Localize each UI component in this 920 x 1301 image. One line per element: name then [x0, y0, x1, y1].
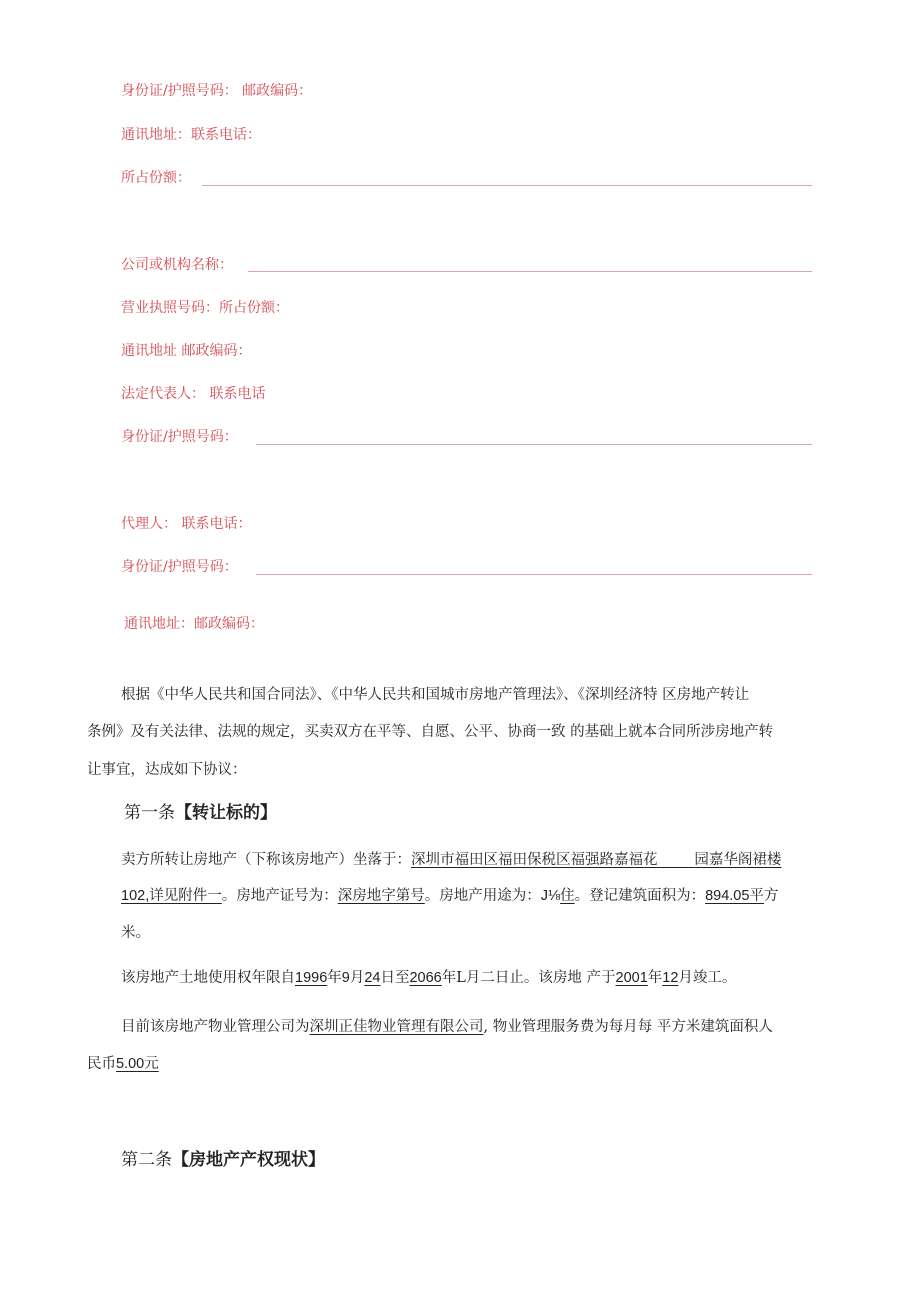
term-intro: 该房地产土地使用权年限自	[121, 970, 295, 986]
agent-id-label: 身份证/护照号码：	[121, 559, 238, 575]
location-gap	[658, 852, 695, 868]
preamble-line-2: 条例》及有关法律、法规的规定，买卖双方在平等、自愿、公平、协商一致 的基础上就本合同所涉房地产转	[87, 724, 774, 740]
mgmt-fee-value: 5.00元	[116, 1056, 159, 1072]
article-1-heading	[124, 802, 277, 824]
completion-month: 12	[662, 970, 679, 986]
article-1-p1-line-2	[121, 886, 778, 906]
article-2-title: 【房地产产权现状】	[172, 1150, 325, 1170]
area-unit-tail: 方	[763, 888, 779, 904]
article-1-p1-line-1	[121, 850, 781, 870]
article-1-p2	[121, 968, 736, 988]
agent-name-phone-label: 代理人： 联系电话：	[121, 516, 252, 532]
term-end-year: 2066	[409, 970, 442, 986]
location-part-c: 102,详见附件一	[121, 888, 222, 904]
mgmt-company: 深圳正佳物业管理有限公司	[309, 1019, 484, 1035]
article-1-p1-line-3: 米。	[121, 925, 150, 941]
cert-intro: 。房地产证号为：	[221, 888, 338, 904]
use-intro: 。房地产用途为：	[424, 888, 541, 904]
location-intro: 卖方所转让房地产（下称该房地产）坐落于：	[121, 852, 411, 868]
article-2-heading	[121, 1149, 325, 1171]
seller-address-phone-label: 通讯地址：联系电话：	[121, 127, 261, 143]
company-id-label: 身份证/护照号码：	[121, 429, 238, 445]
term-end-tail: 年L月二日止。该房地 产于	[441, 970, 616, 986]
term-start-year: 1996	[295, 970, 328, 986]
company-id-field-line	[256, 444, 812, 445]
completion-tail: 月竣工。	[678, 970, 737, 986]
seller-share-field-line	[202, 185, 812, 186]
seller-id-postcode-label: 身份证/护照号码： 邮政编码：	[121, 83, 313, 99]
location-part-b: 园嘉华阁裙楼	[694, 852, 782, 868]
use-value-a: J⅛	[540, 888, 561, 904]
year-label-3: 年	[647, 970, 663, 986]
preamble-line-1: 根据《中华人民共和国合同法》、《中华人民共和国城市房地产管理法》、《深圳经济特 区房地产转让	[121, 687, 750, 703]
article-1-number: 第一条	[124, 803, 175, 823]
article-1-p3-line-2	[87, 1054, 159, 1074]
article-1-title: 【转让标的】	[175, 803, 277, 823]
term-start-month: 9	[341, 970, 350, 986]
company-name-field-line	[248, 271, 812, 272]
year-label-1: 年	[327, 970, 342, 986]
day-to-label: 日至	[380, 970, 410, 986]
agent-address-postcode-label: 通讯地址：邮政编码：	[124, 616, 264, 632]
currency-label: 民币	[87, 1056, 116, 1072]
use-value-b: 住	[560, 888, 575, 904]
article-1-p3-line-1	[121, 1017, 773, 1037]
area-intro: 。登记建筑面积为：	[574, 888, 706, 904]
agent-id-field-line	[256, 574, 812, 575]
term-start-day: 24	[364, 970, 381, 986]
article-2-number: 第二条	[121, 1150, 172, 1170]
company-address-postcode-label: 通讯地址 邮政编码：	[121, 343, 252, 359]
month-label-1: 月	[349, 970, 365, 986]
location-part-a: 深圳市福田区福田保税区福强路嘉福花	[411, 852, 658, 868]
mgmt-fee-intro: , 物业管理服务费为每月每 平方米建筑面积人	[483, 1019, 773, 1035]
cert-number: 深房地字第号	[337, 888, 425, 904]
company-license-share-label: 营业执照号码：所占份额：	[121, 300, 289, 316]
preamble-line-3: 让事宜，达成如下协议：	[87, 762, 247, 778]
company-name-label: 公司或机构名称：	[121, 257, 233, 273]
area-value: 894.05平	[705, 888, 764, 904]
completion-year: 2001	[615, 970, 648, 986]
mgmt-intro: 目前该房地产物业管理公司为	[121, 1019, 310, 1035]
company-legal-rep-phone-label: 法定代表人： 联系电话	[121, 386, 266, 402]
seller-share-label: 所占份额：	[121, 170, 191, 186]
